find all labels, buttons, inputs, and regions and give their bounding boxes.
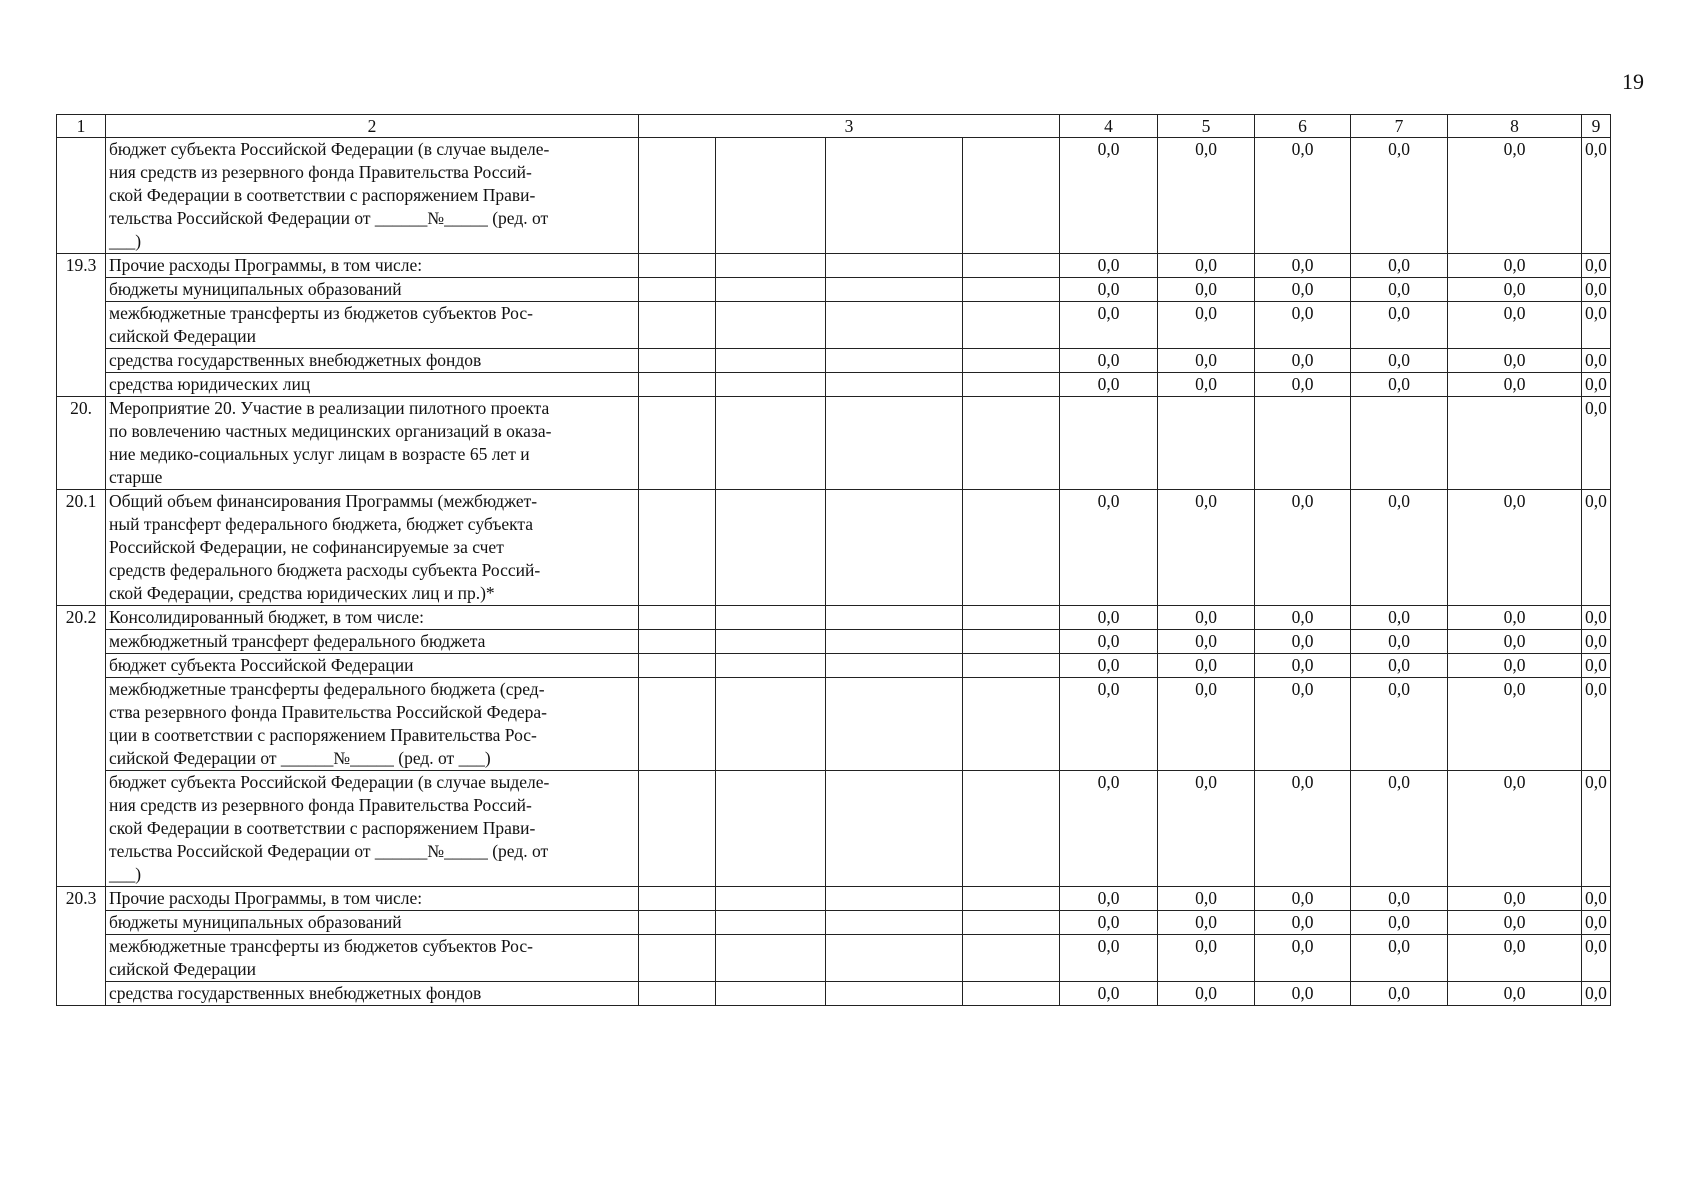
- col3-subcell: [639, 349, 716, 373]
- table-row: [57, 373, 1611, 397]
- col3-subcell: [716, 490, 826, 606]
- value-col-7: 0,0: [1351, 887, 1448, 911]
- value-col-5: 0,0: [1158, 654, 1255, 678]
- col-header-7: 7: [1351, 115, 1448, 138]
- row-number: 19.3: [57, 254, 106, 397]
- value-col-8: 0,0: [1448, 935, 1582, 982]
- col-header-9: 9: [1582, 115, 1611, 138]
- col3-subcell: [639, 982, 716, 1006]
- value-col-9: 0,0: [1582, 887, 1611, 911]
- col3-subcell: [639, 887, 716, 911]
- table-row: [57, 606, 1611, 630]
- col3-subcell: [826, 397, 963, 490]
- table-row: [57, 349, 1611, 373]
- table-row: [57, 254, 1611, 278]
- col3-subcell: [716, 887, 826, 911]
- value-col-8: 0,0: [1448, 138, 1582, 254]
- value-col-6: 0,0: [1255, 771, 1351, 887]
- value-col-7: 0,0: [1351, 678, 1448, 771]
- value-col-4: 0,0: [1060, 654, 1158, 678]
- col3-subcell: [716, 278, 826, 302]
- col3-subcell: [963, 138, 1060, 254]
- col3-subcell: [963, 373, 1060, 397]
- value-col-9: 0,0: [1582, 678, 1611, 771]
- col-header-3: 3: [639, 115, 1060, 138]
- col3-subcell: [716, 771, 826, 887]
- col3-subcell: [826, 278, 963, 302]
- col3-subcell: [826, 678, 963, 771]
- value-col-6: 0,0: [1255, 911, 1351, 935]
- value-col-8: 0,0: [1448, 349, 1582, 373]
- value-col-5: 0,0: [1158, 254, 1255, 278]
- value-col-6: 0,0: [1255, 373, 1351, 397]
- value-col-9: 0,0: [1582, 630, 1611, 654]
- col3-subcell: [826, 630, 963, 654]
- value-col-5: 0,0: [1158, 982, 1255, 1006]
- table-row: [57, 138, 1611, 254]
- col-header-2: 2: [106, 115, 639, 138]
- value-col-7: 0,0: [1351, 302, 1448, 349]
- col3-subcell: [963, 887, 1060, 911]
- value-col-4: 0,0: [1060, 630, 1158, 654]
- page-number: 19: [1622, 69, 1644, 94]
- col3-subcell: [826, 349, 963, 373]
- row-description: бюджеты муниципальных образований: [106, 278, 639, 302]
- row-description: межбюджетные трансферты из бюджетов субъектов Рос- сийской Федерации: [106, 302, 639, 349]
- table-row: [57, 887, 1611, 911]
- value-col-4: 0,0: [1060, 887, 1158, 911]
- col3-subcell: [716, 302, 826, 349]
- value-col-6: 0,0: [1255, 254, 1351, 278]
- value-col-6: 0,0: [1255, 349, 1351, 373]
- value-col-6: 0,0: [1255, 278, 1351, 302]
- col3-subcell: [639, 630, 716, 654]
- col3-subcell: [716, 982, 826, 1006]
- col3-subcell: [963, 678, 1060, 771]
- row-description: Консолидированный бюджет, в том числе:: [106, 606, 639, 630]
- value-col-9: 0,0: [1582, 654, 1611, 678]
- col3-subcell: [639, 654, 716, 678]
- col3-subcell: [963, 935, 1060, 982]
- col3-subcell: [963, 982, 1060, 1006]
- value-col-7: 0,0: [1351, 771, 1448, 887]
- value-col-9: 0,0: [1582, 771, 1611, 887]
- col3-subcell: [826, 373, 963, 397]
- table-body: [57, 138, 1611, 1006]
- table-row: [57, 935, 1611, 982]
- value-col-4: 0,0: [1060, 278, 1158, 302]
- col3-subcell: [716, 935, 826, 982]
- col3-subcell: [639, 373, 716, 397]
- value-col-9: 0,0: [1582, 606, 1611, 630]
- value-col-9: 0,0: [1582, 349, 1611, 373]
- value-col-7: [1351, 397, 1448, 490]
- col3-subcell: [826, 935, 963, 982]
- col-header-4: 4: [1060, 115, 1158, 138]
- row-description: Прочие расходы Программы, в том числе:: [106, 254, 639, 278]
- value-col-5: [1158, 397, 1255, 490]
- col3-subcell: [639, 138, 716, 254]
- value-col-8: 0,0: [1448, 606, 1582, 630]
- col3-subcell: [639, 771, 716, 887]
- value-col-7: 0,0: [1351, 349, 1448, 373]
- col3-subcell: [826, 771, 963, 887]
- row-description: межбюджетные трансферты из бюджетов субъектов Рос- сийской Федерации: [106, 935, 639, 982]
- row-description: межбюджетный трансферт федерального бюджета: [106, 630, 639, 654]
- col3-subcell: [716, 654, 826, 678]
- value-col-9: 0,0: [1582, 278, 1611, 302]
- value-col-4: 0,0: [1060, 254, 1158, 278]
- row-description: бюджет субъекта Российской Федерации (в случае выделе- ния средств из резервного фонда Правительства Россий- ской Федерации в соответствии с распоряжением Прави- тельства Российской Федерации от ______№_____ (ред. от ___): [106, 771, 639, 887]
- value-col-5: 0,0: [1158, 490, 1255, 606]
- table-row: [57, 771, 1611, 887]
- col3-subcell: [716, 630, 826, 654]
- value-col-8: 0,0: [1448, 630, 1582, 654]
- value-col-6: 0,0: [1255, 302, 1351, 349]
- value-col-6: 0,0: [1255, 606, 1351, 630]
- value-col-7: 0,0: [1351, 138, 1448, 254]
- value-col-9: 0,0: [1582, 138, 1611, 254]
- value-col-4: 0,0: [1060, 373, 1158, 397]
- row-description: средства государственных внебюджетных фондов: [106, 982, 639, 1006]
- col3-subcell: [963, 654, 1060, 678]
- value-col-4: 0,0: [1060, 138, 1158, 254]
- value-col-7: 0,0: [1351, 254, 1448, 278]
- value-col-7: 0,0: [1351, 606, 1448, 630]
- table-row: [57, 278, 1611, 302]
- col-header-1: 1: [57, 115, 106, 138]
- row-description: средства государственных внебюджетных фондов: [106, 349, 639, 373]
- table-row: [57, 911, 1611, 935]
- value-col-9: 0,0: [1582, 373, 1611, 397]
- value-col-8: 0,0: [1448, 982, 1582, 1006]
- value-col-6: 0,0: [1255, 935, 1351, 982]
- row-description: Общий объем финансирования Программы (межбюджет- ный трансферт федерального бюджета, бюджет субъекта Российской Федерации, не софинансируемые за счет средств федерального бюджета расходы субъекта Россий- ской Федерации, средства юридических лиц и пр.)*: [106, 490, 639, 606]
- col3-subcell: [826, 911, 963, 935]
- col3-subcell: [963, 254, 1060, 278]
- value-col-6: 0,0: [1255, 630, 1351, 654]
- row-number: 20.3: [57, 887, 106, 1006]
- col3-subcell: [639, 606, 716, 630]
- value-col-6: 0,0: [1255, 678, 1351, 771]
- value-col-8: 0,0: [1448, 887, 1582, 911]
- value-col-5: 0,0: [1158, 935, 1255, 982]
- value-col-7: 0,0: [1351, 373, 1448, 397]
- value-col-5: 0,0: [1158, 911, 1255, 935]
- col3-subcell: [716, 911, 826, 935]
- value-col-5: 0,0: [1158, 302, 1255, 349]
- value-col-8: 0,0: [1448, 302, 1582, 349]
- value-col-7: 0,0: [1351, 935, 1448, 982]
- col3-subcell: [963, 630, 1060, 654]
- value-col-6: 0,0: [1255, 982, 1351, 1006]
- value-col-8: 0,0: [1448, 911, 1582, 935]
- value-col-5: 0,0: [1158, 771, 1255, 887]
- value-col-5: 0,0: [1158, 349, 1255, 373]
- col3-subcell: [639, 490, 716, 606]
- header-row: [57, 115, 1611, 138]
- col3-subcell: [639, 254, 716, 278]
- table-row: [57, 630, 1611, 654]
- value-col-9: 0,0: [1582, 254, 1611, 278]
- col3-subcell: [716, 397, 826, 490]
- value-col-5: 0,0: [1158, 278, 1255, 302]
- row-description: межбюджетные трансферты федерального бюджета (сред- ства резервного фонда Правительства Российской Федера- ции в соответствии с распоряжением Правительства Рос- сийской Федерации от ______№_____ (ред. от ___): [106, 678, 639, 771]
- value-col-8: 0,0: [1448, 678, 1582, 771]
- value-col-9: 0,0: [1582, 302, 1611, 349]
- value-col-8: 0,0: [1448, 278, 1582, 302]
- col3-subcell: [716, 254, 826, 278]
- col3-subcell: [716, 373, 826, 397]
- col3-subcell: [826, 982, 963, 1006]
- col3-subcell: [826, 887, 963, 911]
- col3-subcell: [963, 771, 1060, 887]
- value-col-4: 0,0: [1060, 302, 1158, 349]
- value-col-7: 0,0: [1351, 278, 1448, 302]
- value-col-4: [1060, 397, 1158, 490]
- col3-subcell: [826, 138, 963, 254]
- col-header-6: 6: [1255, 115, 1351, 138]
- row-number: [57, 138, 106, 254]
- value-col-8: 0,0: [1448, 373, 1582, 397]
- col3-subcell: [826, 490, 963, 606]
- value-col-9: 0,0: [1582, 982, 1611, 1006]
- col3-subcell: [963, 278, 1060, 302]
- row-description: бюджет субъекта Российской Федерации: [106, 654, 639, 678]
- table-row: [57, 654, 1611, 678]
- col-header-5: 5: [1158, 115, 1255, 138]
- value-col-4: 0,0: [1060, 911, 1158, 935]
- value-col-6: [1255, 397, 1351, 490]
- col3-subcell: [826, 254, 963, 278]
- value-col-8: 0,0: [1448, 654, 1582, 678]
- value-col-9: 0,0: [1582, 397, 1611, 490]
- row-number: 20.1: [57, 490, 106, 606]
- value-col-7: 0,0: [1351, 490, 1448, 606]
- value-col-4: 0,0: [1060, 771, 1158, 887]
- col3-subcell: [716, 606, 826, 630]
- col3-subcell: [639, 935, 716, 982]
- row-description: Прочие расходы Программы, в том числе:: [106, 887, 639, 911]
- budget-table: [56, 114, 1611, 1006]
- value-col-5: 0,0: [1158, 138, 1255, 254]
- value-col-5: 0,0: [1158, 678, 1255, 771]
- row-description: средства юридических лиц: [106, 373, 639, 397]
- row-number: 20.2: [57, 606, 106, 887]
- value-col-4: 0,0: [1060, 678, 1158, 771]
- table-row: [57, 490, 1611, 606]
- value-col-7: 0,0: [1351, 630, 1448, 654]
- table-row: [57, 678, 1611, 771]
- value-col-5: 0,0: [1158, 887, 1255, 911]
- row-description: бюджет субъекта Российской Федерации (в случае выделе- ния средств из резервного фонда Правительства Россий- ской Федерации в соответствии с распоряжением Прави- тельства Российской Федерации от ______№_____ (ред. от ___): [106, 138, 639, 254]
- value-col-8: [1448, 397, 1582, 490]
- col3-subcell: [963, 302, 1060, 349]
- col3-subcell: [639, 911, 716, 935]
- value-col-4: 0,0: [1060, 349, 1158, 373]
- value-col-5: 0,0: [1158, 606, 1255, 630]
- value-col-6: 0,0: [1255, 490, 1351, 606]
- value-col-6: 0,0: [1255, 138, 1351, 254]
- value-col-9: 0,0: [1582, 935, 1611, 982]
- col3-subcell: [716, 138, 826, 254]
- value-col-4: 0,0: [1060, 490, 1158, 606]
- row-description: бюджеты муниципальных образований: [106, 911, 639, 935]
- col3-subcell: [826, 654, 963, 678]
- col3-subcell: [716, 678, 826, 771]
- value-col-8: 0,0: [1448, 490, 1582, 606]
- col3-subcell: [963, 911, 1060, 935]
- col3-subcell: [639, 278, 716, 302]
- table-row: [57, 397, 1611, 490]
- value-col-7: 0,0: [1351, 982, 1448, 1006]
- col3-subcell: [639, 678, 716, 771]
- value-col-4: 0,0: [1060, 606, 1158, 630]
- value-col-8: 0,0: [1448, 771, 1582, 887]
- col3-subcell: [963, 606, 1060, 630]
- value-col-9: 0,0: [1582, 490, 1611, 606]
- row-description: Мероприятие 20. Участие в реализации пилотного проекта по вовлечению частных медицинских организаций в оказа- ние медико-социальных услуг лицам в возрасте 65 лет и старше: [106, 397, 639, 490]
- table-row: [57, 302, 1611, 349]
- col3-subcell: [963, 397, 1060, 490]
- col-header-8: 8: [1448, 115, 1582, 138]
- col3-subcell: [826, 302, 963, 349]
- col3-subcell: [639, 397, 716, 490]
- col3-subcell: [963, 349, 1060, 373]
- value-col-7: 0,0: [1351, 911, 1448, 935]
- value-col-9: 0,0: [1582, 911, 1611, 935]
- col3-subcell: [639, 302, 716, 349]
- value-col-6: 0,0: [1255, 654, 1351, 678]
- col3-subcell: [716, 349, 826, 373]
- value-col-5: 0,0: [1158, 373, 1255, 397]
- value-col-4: 0,0: [1060, 982, 1158, 1006]
- value-col-8: 0,0: [1448, 254, 1582, 278]
- row-number: 20.: [57, 397, 106, 490]
- value-col-4: 0,0: [1060, 935, 1158, 982]
- value-col-5: 0,0: [1158, 630, 1255, 654]
- table-row: [57, 982, 1611, 1006]
- value-col-7: 0,0: [1351, 654, 1448, 678]
- col3-subcell: [963, 490, 1060, 606]
- value-col-6: 0,0: [1255, 887, 1351, 911]
- col3-subcell: [826, 606, 963, 630]
